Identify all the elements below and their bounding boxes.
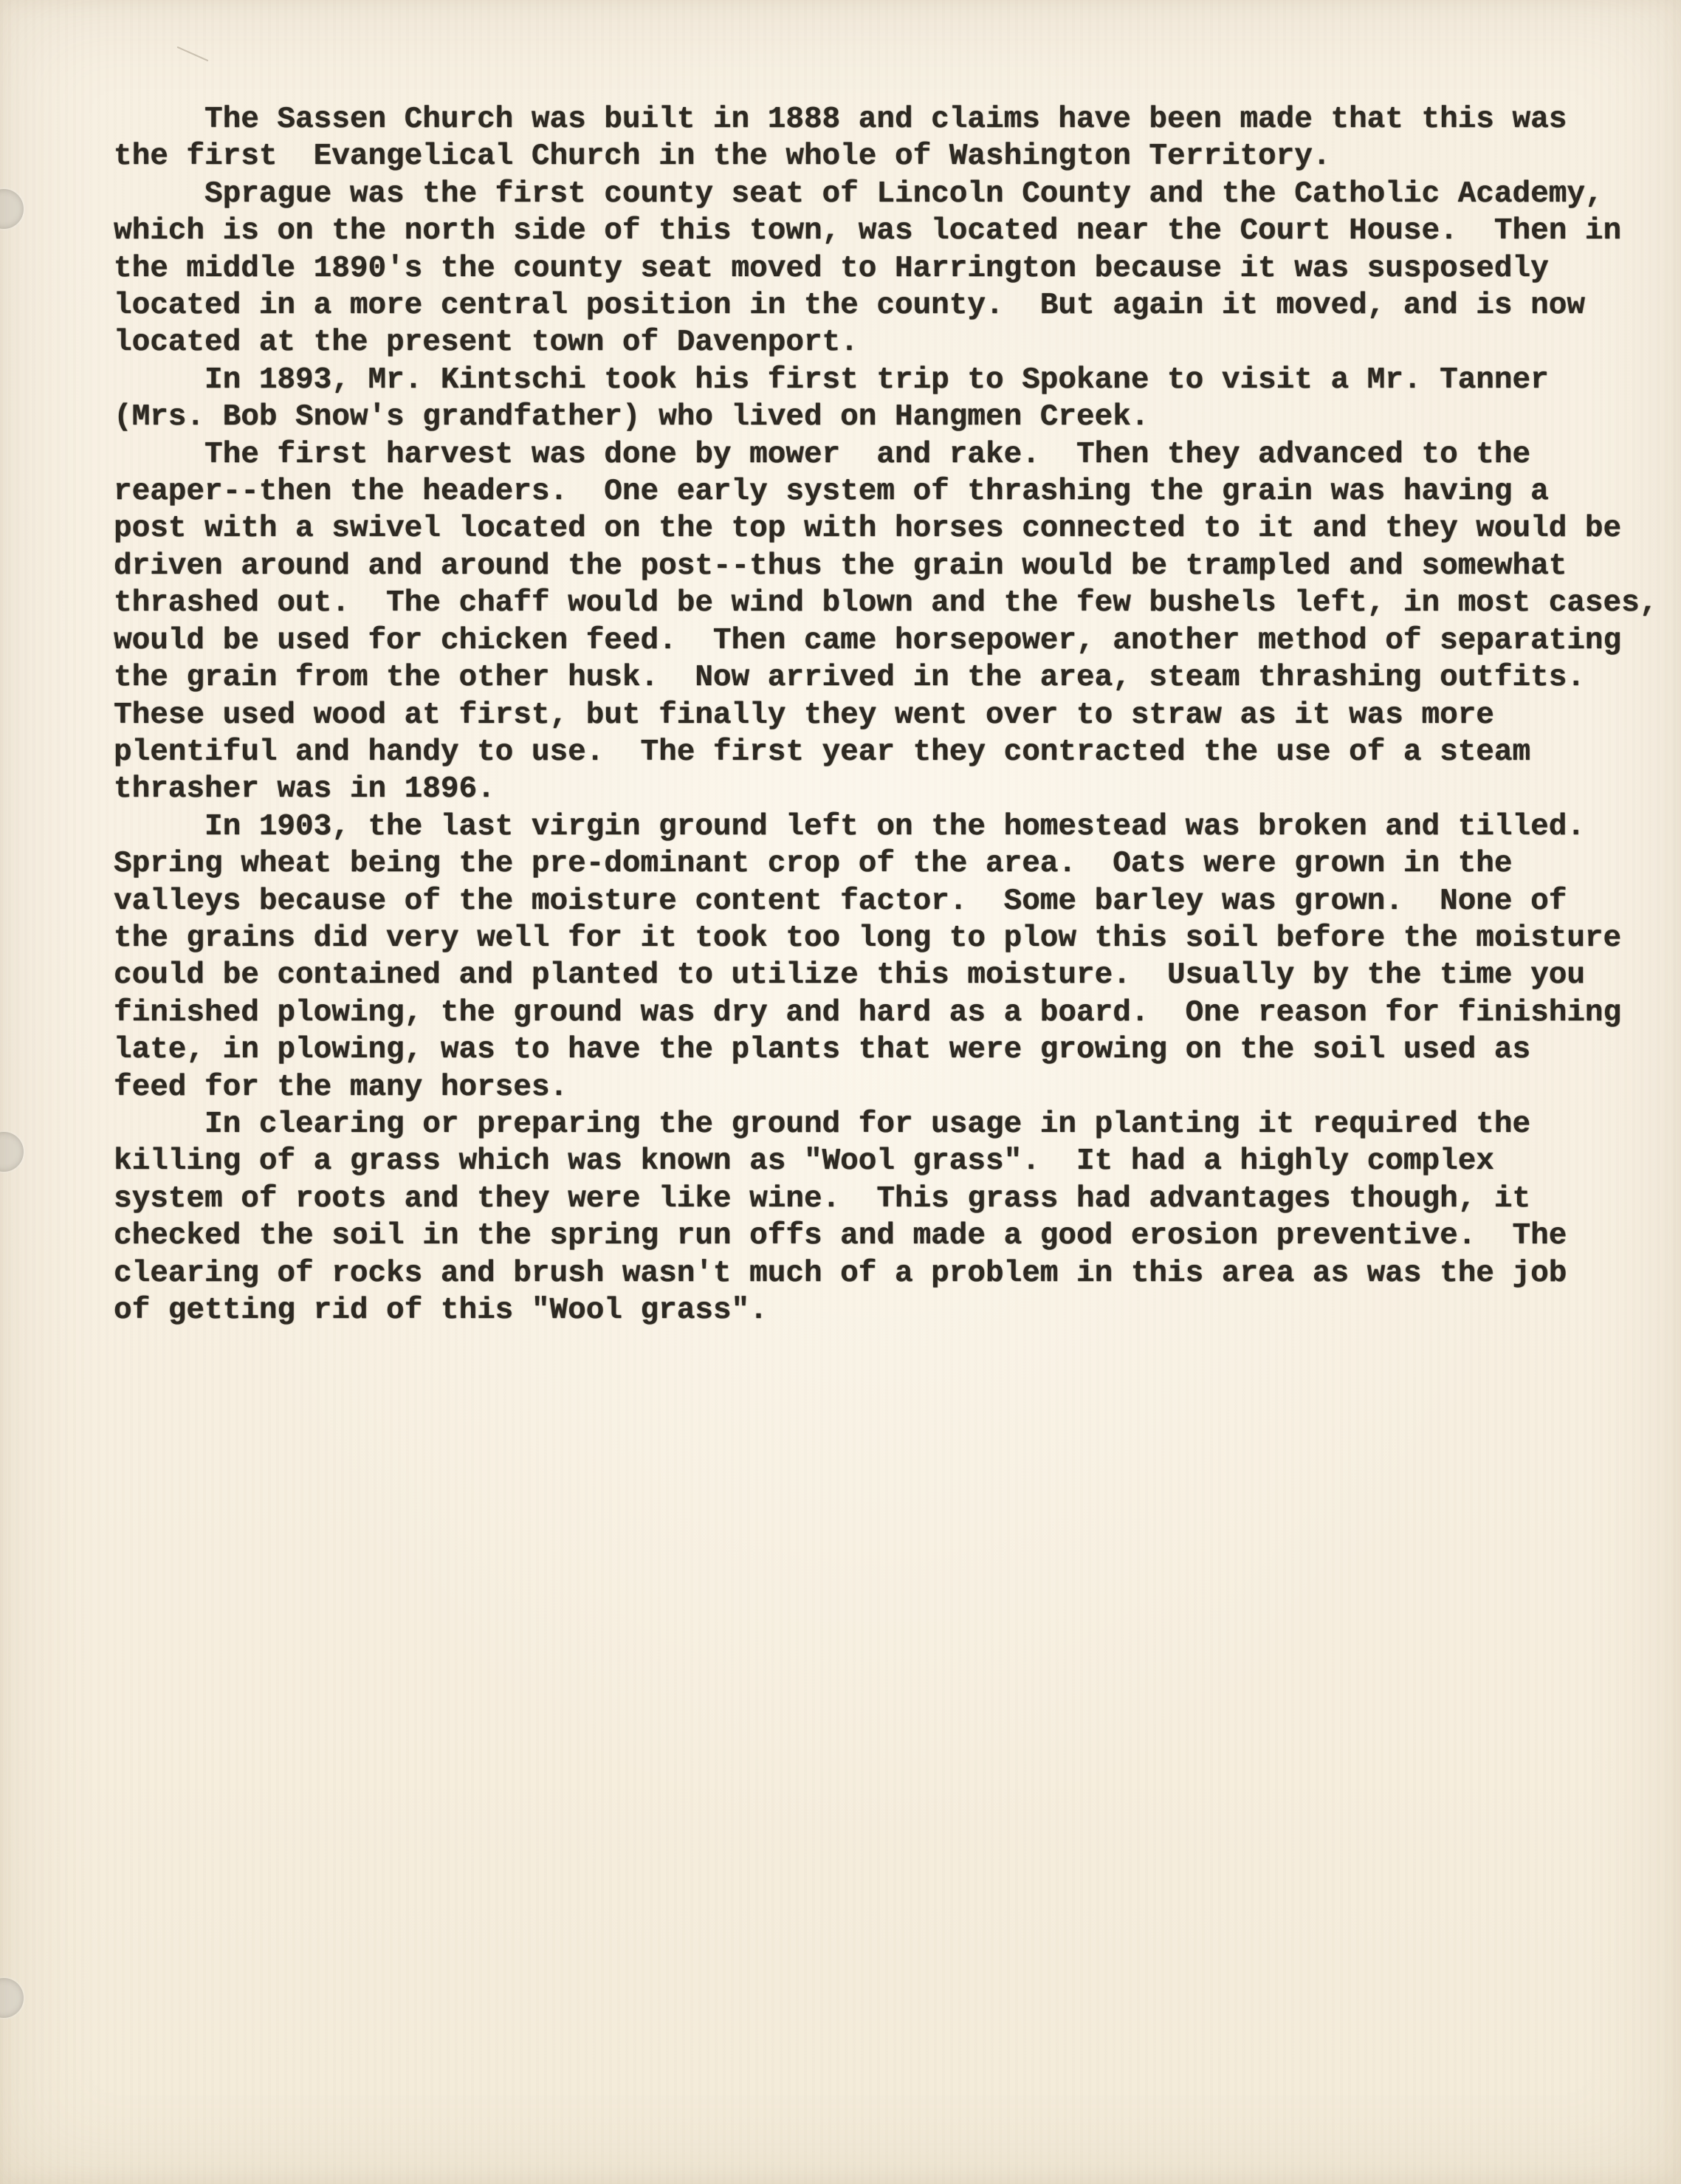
text-line: reaper--then the headers. One early system of thrashing the grain was having a: [114, 475, 1549, 509]
text-line: Sprague was the first county seat of Lincoln County and the Catholic Academy,: [114, 176, 1603, 211]
text-line: post with a swivel located on the top with horses connected to it and they would be: [114, 512, 1622, 546]
text-line: the grains did very well for it took too long to plow this soil before the moisture: [114, 921, 1622, 955]
paper-scratch: [177, 47, 209, 62]
text-line: The first harvest was done by mower and rake. Then they advanced to the: [114, 437, 1531, 472]
typed-text: [114, 101, 1671, 1329]
text-line: killing of a grass which was known as "Wool grass". It had a highly complex: [114, 1144, 1494, 1179]
text-line: located in a more central position in the county. But again it moved, and is now: [114, 289, 1585, 323]
text-line: In 1893, Mr. Kintschi took his first trip to Spokane to visit a Mr. Tanner: [114, 363, 1549, 397]
punch-hole: [0, 189, 24, 229]
text-line: thrashed out. The chaff would be wind blown and the few bushels left, in most cases,: [114, 586, 1658, 621]
text-line: located at the present town of Davenport.: [114, 326, 859, 360]
text-line: the grain from the other husk. Now arrived in the area, steam thrashing outfits.: [114, 661, 1585, 696]
punch-hole: [0, 1978, 24, 2018]
text-line: (Mrs. Bob Snow's grandfather) who lived on Hangmen Creek.: [114, 400, 1149, 435]
punch-hole: [0, 1132, 24, 1172]
text-line: late, in plowing, was to have the plants that were growing on the soil used as: [114, 1033, 1531, 1068]
text-line: finished plowing, the ground was dry and hard as a board. One reason for finishing: [114, 995, 1622, 1030]
text-line: In 1903, the last virgin ground left on the homestead was broken and tilled.: [114, 809, 1585, 844]
text-line: valleys because of the moisture content factor. Some barley was grown. None of: [114, 884, 1567, 918]
text-line: could be contained and planted to utilize this moisture. Usually by the time you: [114, 958, 1585, 993]
text-line: These used wood at first, but finally they went over to straw as it was more: [114, 698, 1494, 732]
text-line: feed for the many horses.: [114, 1070, 568, 1105]
text-line: of getting rid of this "Wool grass".: [114, 1294, 768, 1328]
text-line: which is on the north side of this town, was located near the Court House. Then in: [114, 214, 1622, 249]
text-line: thrasher was in 1896.: [114, 772, 495, 807]
text-line: Spring wheat being the pre-dominant crop of the area. Oats were grown in the: [114, 847, 1513, 882]
text-line: clearing of rocks and brush wasn't much of a problem in this area as was the job: [114, 1256, 1567, 1291]
text-line: the middle 1890's the county seat moved to Harrington because it was susposedly: [114, 251, 1549, 286]
text-line: In clearing or preparing the ground for usage in planting it required the: [114, 1107, 1531, 1141]
text-line: The Sassen Church was built in 1888 and claims have been made that this was: [114, 103, 1567, 137]
text-line: would be used for chicken feed. Then came horsepower, another method of separating: [114, 623, 1622, 658]
text-line: checked the soil in the spring run offs and made a good erosion preventive. The: [114, 1219, 1567, 1254]
text-line: driven around and around the post--thus the grain would be trampled and somewhat: [114, 549, 1567, 583]
text-line: plentiful and handy to use. The first year they contracted the use of a steam: [114, 735, 1531, 769]
text-line: the first Evangelical Church in the whole of Washington Territory.: [114, 140, 1331, 174]
text-line: system of roots and they were like wine. This grass had advantages though, it: [114, 1181, 1531, 1216]
